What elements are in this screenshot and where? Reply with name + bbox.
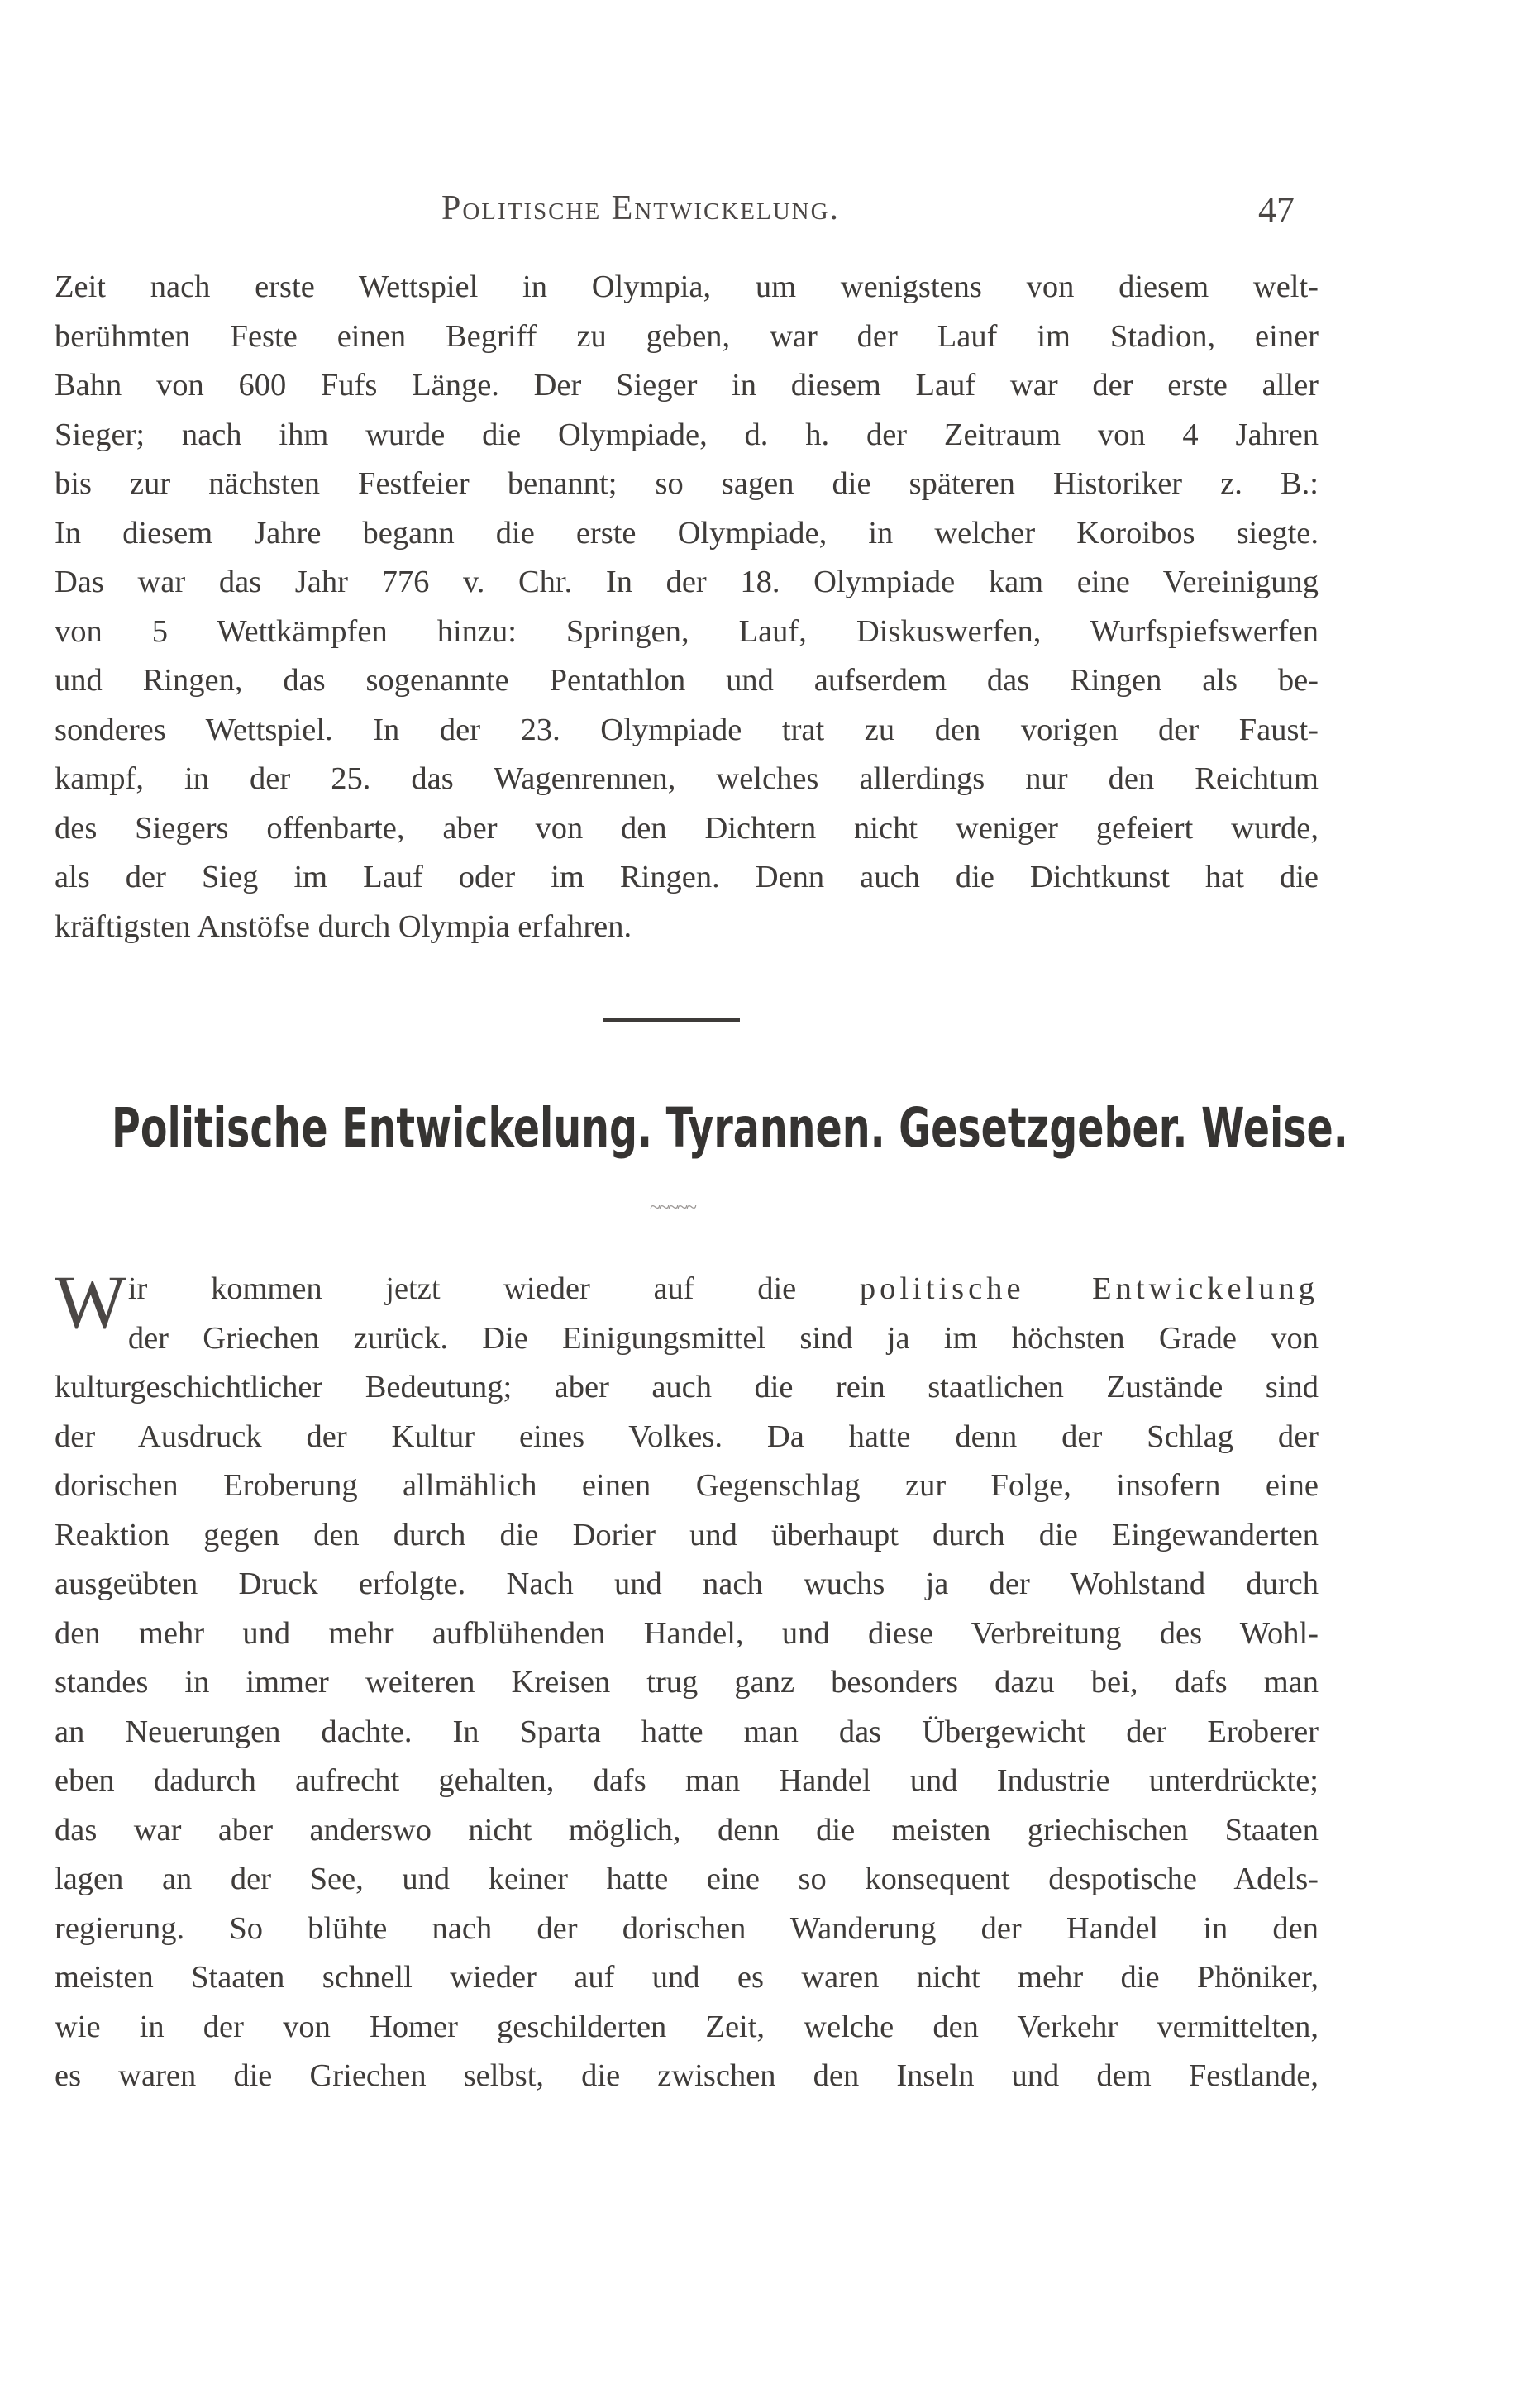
- text-line: meisten Staaten schnell wieder auf und es waren nicht mehr die Phöniker,: [55, 1960, 1319, 1995]
- text-line: sonderes Wettspiel. In der 23. Olympiade trat zu den vorigen der Faust-: [55, 712, 1319, 747]
- text-line: wie in der von Homer geschilderten Zeit, welche den Verkehr vermittelten,: [55, 2009, 1319, 2044]
- text-line: der Griechen zurück. Die Einigungsmittel sind ja im höchsten Grade von: [127, 1320, 1319, 1356]
- heading-ornament: ~~~~~: [650, 1197, 695, 1218]
- text-line: das war aber anderswo nicht möglich, denn die meisten griechischen Staaten: [55, 1812, 1319, 1848]
- text-line: Sieger; nach ihm wurde die Olympiade, d. h. der Zeitraum von 4 Jahren: [55, 417, 1319, 452]
- running-title: Politische Entwickelung.: [441, 189, 841, 227]
- text-line: eben dadurch aufrecht gehalten, dafs man Handel und Industrie unterdrückte;: [55, 1763, 1319, 1798]
- section-heading: Politische Entwickelung. Tyrannen. Gesetzgeber. Weise.: [112, 1096, 1348, 1160]
- text-line: kulturgeschichtlicher Bedeutung; aber auch die rein staatlichen Zustände sind: [55, 1370, 1319, 1404]
- text-line: In diesem Jahre begann die erste Olympiade, in welcher Koroibos siegte.: [55, 515, 1319, 551]
- text-line: ausgeübten Druck erfolgte. Nach und nach wuchs ja der Wohlstand durch: [55, 1566, 1319, 1601]
- text-line: als der Sieg im Lauf oder im Ringen. Denn auch die Dichtkunst hat die: [55, 860, 1319, 894]
- text-line: kampf, in der 25. das Wagenrennen, welches allerdings nur den Reichtum: [55, 761, 1319, 796]
- text-line: Bahn von 600 Fufs Länge. Der Sieger in diesem Lauf war der erste aller: [55, 368, 1319, 403]
- paragraph-politische-entwickelung: [55, 1260, 1319, 2101]
- text-line: an Neuerungen dachte. In Sparta hatte man das Übergewicht der Eroberer: [55, 1714, 1319, 1749]
- text-line: bis zur nächsten Festfeier benannt; so sagen die späteren Historiker z. B.:: [55, 466, 1319, 501]
- text-line: es waren die Griechen selbst, die zwischen den Inseln und dem Festlande,: [55, 2058, 1319, 2093]
- letterspaced-emphasis: politische Entwickelung: [859, 1271, 1319, 1306]
- text-line: dorischen Eroberung allmählich einen Gegenschlag zur Folge, insofern eine: [55, 1468, 1319, 1503]
- first-line-text: ir kommen jetzt wieder auf die: [127, 1271, 860, 1306]
- text-line: des Siegers offenbarte, aber von den Dichtern nicht weniger gefeiert wurde,: [55, 810, 1319, 846]
- text-line: standes in immer weiteren Kreisen trug ganz besonders dazu bei, dafs man: [55, 1665, 1319, 1700]
- running-head: [55, 188, 1295, 238]
- text-line: regierung. So blühte nach der dorischen Wanderung der Handel in den: [55, 1910, 1319, 1946]
- text-line: von 5 Wettkämpfen hinzu: Springen, Lauf, Diskuswerfen, Wurfspiefswerfen: [55, 613, 1319, 649]
- text-line-first: [55, 1265, 1319, 1314]
- drop-cap: W: [55, 1260, 126, 1344]
- text-line: den mehr und mehr aufblühenden Handel, und diese Verbreitung des Wohl-: [55, 1615, 1319, 1651]
- text-line: berühmten Feste einen Begriff zu geben, war der Lauf im Stadion, einer: [55, 318, 1319, 354]
- text-line: Zeit nach erste Wettspiel in Olympia, um wenigstens von diesem welt-: [55, 269, 1319, 304]
- page-number: 47: [1258, 189, 1295, 230]
- text-line: lagen an der See, und keiner hatte eine so konsequent despotische Adels-: [55, 1862, 1319, 1896]
- text-line: Das war das Jahr 776 v. Chr. In der 18. Olympiade kam eine Vereinigung: [55, 565, 1319, 599]
- text-line: der Ausdruck der Kultur eines Volkes. Da hatte denn der Schlag der: [55, 1419, 1319, 1454]
- text-line: kräftigsten Anstöfse durch Olympia erfahren.: [55, 908, 632, 944]
- text-line: Reaktion gegen den durch die Dorier und überhaupt durch die Eingewanderten: [55, 1517, 1319, 1552]
- paragraph-olympia: [55, 263, 1319, 951]
- text-line: und Ringen, das sogenannte Pentathlon und aufserdem das Ringen als be-: [55, 663, 1319, 698]
- section-divider-rule: [603, 1018, 740, 1022]
